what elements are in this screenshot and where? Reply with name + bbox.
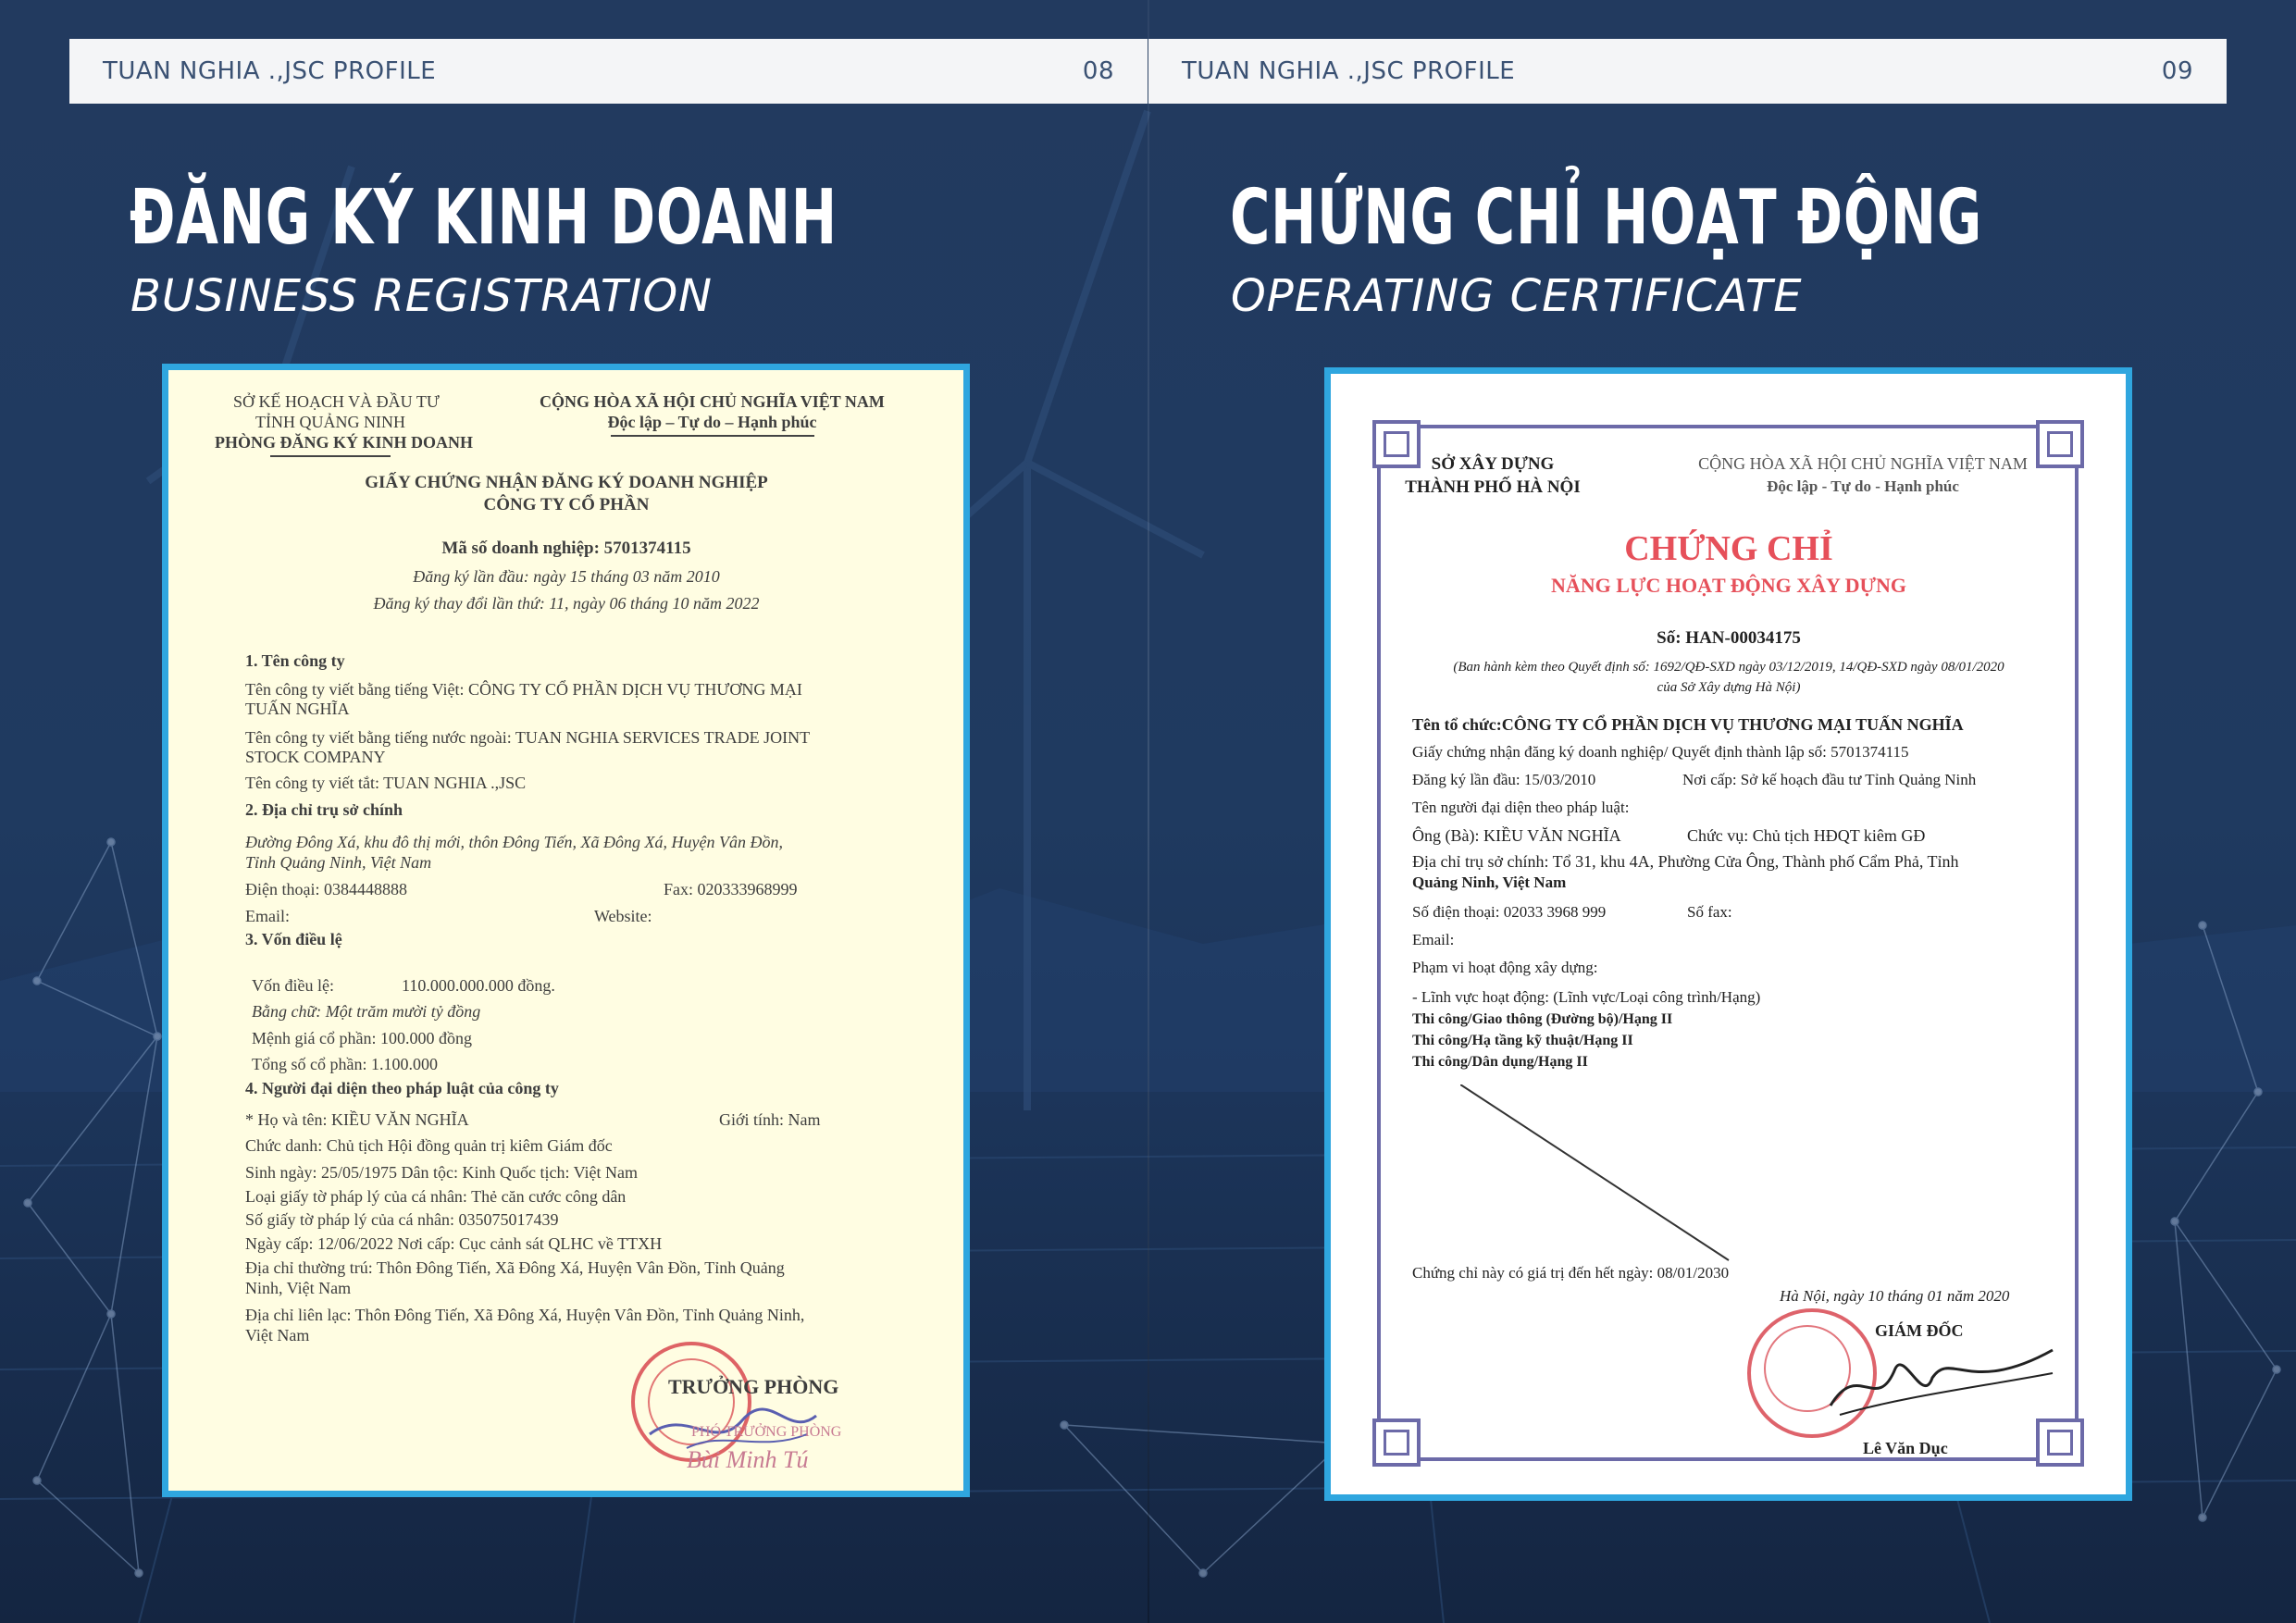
representative-position: Chức vụ: Chủ tịch HĐQT kiêm GĐ (1687, 826, 1926, 845)
section-heading: 4. Người đại diện theo pháp luật của công ty (245, 1079, 559, 1097)
scope-label: Phạm vi hoạt động xây dựng: (1412, 959, 1598, 976)
issuer-line: THÀNH PHỐ HÀ NỘI (1405, 477, 1581, 497)
id-type: Loại giấy tờ pháp lý của cá nhân: Thẻ căn cước công dân (245, 1187, 627, 1206)
section-heading: 1. Tên công ty (245, 651, 345, 670)
total-shares: Tổng số cổ phần: 1.100.000 (252, 1055, 438, 1073)
fax: Fax: 020333968999 (664, 880, 798, 898)
business-registration-document (162, 364, 970, 1497)
certificate-title: CHỨNG CHỈ (1624, 529, 1833, 568)
id-number: Số giấy tờ pháp lý của cá nhân: 035075017439 (245, 1210, 559, 1229)
signer-name: Lê Văn Dục (1863, 1439, 1948, 1457)
signature-icon (1821, 1332, 2062, 1424)
permanent-address: Địa chỉ thường trú: Thôn Đông Tiến, Xã Đông Xá, Huyện Vân Đồn, Tỉnh Quảng (245, 1258, 785, 1277)
page-spine (1148, 0, 1149, 1623)
fax: Số fax: (1687, 903, 1732, 921)
capital-value: 110.000.000.000 đồng. (402, 976, 555, 995)
section-title-business-registration: ĐĂNG KÝ KINH DOANH (130, 174, 838, 262)
decision-reference: (Ban hành kèm theo Quyết định số: 1692/QĐ-SXD ngày 03/12/2019, 14/QĐ-SXD ngày 08/01/2020 (1453, 660, 2004, 675)
signer-subtitle: PHÓ TRƯỞNG PHÒNG (691, 1424, 842, 1440)
divider (611, 435, 814, 437)
page-header-right (1148, 39, 2227, 104)
headquarters: Địa chỉ trụ sở chính: Tổ 31, khu 4A, Phường Cửa Ông, Thành phố Cẩm Phả, Tỉnh (1412, 852, 1959, 871)
signer-name: Bùi Minh Tú (687, 1446, 809, 1473)
phone: Điện thoại: 0384448888 (245, 880, 407, 898)
contact-address: Địa chỉ liên lạc: Thôn Đông Tiến, Xã Đông Xá, Huyện Vân Đồn, Tỉnh Quảng Ninh, (245, 1306, 805, 1324)
certificate-subtitle: NĂNG LỰC HOẠT ĐỘNG XÂY DỰNG (1551, 574, 1906, 597)
email: Email: (1412, 931, 1455, 948)
signer-title: GIÁM ĐỐC (1875, 1321, 1964, 1340)
certificate-number: Số: HAN-00034175 (1657, 628, 1801, 648)
enterprise-code: Mã số doanh nghiệp: 5701374115 (441, 539, 691, 558)
section-title-operating-certificate: CHỨNG CHỈ HOẠT ĐỘNG (1230, 174, 1983, 262)
section-heading: 3. Vốn điều lệ (245, 930, 342, 948)
representative-name: * Họ và tên: KIỀU VĂN NGHĨA (245, 1110, 469, 1129)
company-name-en: STOCK COMPANY (245, 748, 386, 766)
phone: Số điện thoại: 02033 3968 999 (1412, 903, 1607, 921)
first-registration: Đăng ký lần đầu: 15/03/2010 (1412, 771, 1596, 788)
place-and-date: Hà Nội, ngày 10 tháng 01 năm 2020 (1780, 1287, 2010, 1305)
permanent-address: Ninh, Việt Nam (245, 1279, 352, 1297)
nation-line: CỘNG HÒA XÃ HỘI CHỦ NGHĨA VIỆT NAM (540, 392, 885, 411)
birth-info: Sinh ngày: 25/05/1975 Dân tộc: Kinh Quốc tịch: Việt Nam (245, 1163, 639, 1182)
scope-item: Thi công/Dân dụng/Hạng II (1412, 1054, 1588, 1070)
issuer-line: PHÒNG ĐĂNG KÝ KINH DOANH (215, 433, 473, 452)
strike-line (1460, 1084, 1738, 1270)
validity: Chứng chỉ này có giá trị đến hết ngày: 08/01/2030 (1412, 1264, 1730, 1282)
contact-address: Việt Nam (245, 1326, 310, 1344)
capital-words: Bằng chữ: Một trăm mười tỷ đồng (252, 1002, 481, 1021)
address: Đường Đông Xá, khu đô thị mới, thôn Đông Tiến, Xã Đông Xá, Huyện Vân Đồn, (245, 833, 783, 851)
email: Email: (245, 907, 290, 925)
gender: Giới tính: Nam (719, 1110, 821, 1129)
motto-line: Độc lập - Tự do - Hạnh phúc (1767, 477, 1959, 495)
issuer-line: SỞ XÂY DỰNG (1431, 454, 1555, 474)
page-number: 08 (1082, 57, 1114, 85)
section-heading: 2. Địa chỉ trụ sở chính (245, 800, 403, 819)
section-subtitle-operating-certificate: OPERATING CERTIFICATE (1231, 270, 1803, 322)
change-registration: Đăng ký thay đổi lần thứ: 11, ngày 06 tháng 10 năm 2022 (373, 594, 760, 613)
company-name-vn: TUẤN NGHĨA (245, 700, 350, 718)
decision-reference: của Sở Xây dựng Hà Nội) (1657, 680, 1801, 695)
field-label: - Lĩnh vực hoạt động: (Lĩnh vực/Loại công trình/Hạng) (1412, 988, 1761, 1006)
page-header-left (69, 39, 1148, 104)
divider (270, 455, 391, 457)
nation-line: CỘNG HÒA XÃ HỘI CHỦ NGHĨA VIỆT NAM (1698, 454, 2028, 473)
id-issue: Ngày cấp: 12/06/2022 Nơi cấp: Cục cảnh sát QLHC về TTXH (245, 1234, 663, 1253)
representative-name: Ông (Bà): KIỀU VĂN NGHĨA (1412, 826, 1621, 845)
page-number: 09 (2161, 57, 2193, 85)
capital-label: Vốn điều lệ: (252, 976, 334, 995)
website: Website: (594, 907, 652, 925)
issuer-line: SỞ KẾ HOẠCH VÀ ĐẦU TƯ (233, 392, 440, 411)
header-title: TUAN NGHIA .,JSC PROFILE (103, 57, 437, 85)
organization-name: Tên tổ chức:CÔNG TY CỔ PHẦN DỊCH VỤ THƯƠNG MẠI TUẤN NGHĨA (1412, 715, 1964, 734)
company-name-vn: Tên công ty viết bằng tiếng Việt: CÔNG TY CỔ PHẦN DỊCH VỤ THƯƠNG MẠI (245, 680, 802, 699)
registration-number: Giấy chứng nhận đăng ký doanh nghiệp/ Quyết định thành lập số: 5701374115 (1412, 743, 1909, 761)
operating-certificate-document (1324, 367, 2132, 1501)
address: Tỉnh Quảng Ninh, Việt Nam (245, 853, 432, 872)
par-value: Mệnh giá cổ phần: 100.000 đồng (252, 1029, 472, 1047)
position: Chức danh: Chủ tịch Hội đồng quản trị kiêm Giám đốc (245, 1136, 613, 1155)
scope-item: Thi công/Giao thông (Đường bộ)/Hạng II (1412, 1011, 1673, 1027)
signer-title: TRƯỞNG PHÒNG (668, 1375, 839, 1398)
scope-item: Thi công/Hạ tầng kỹ thuật/Hạng II (1412, 1033, 1633, 1048)
representative-label: Tên người đại diện theo pháp luật: (1412, 799, 1630, 816)
issued-by: Nơi cấp: Sở kế hoạch đầu tư Tỉnh Quảng Ninh (1682, 771, 1977, 788)
document-title: GIẤY CHỨNG NHẬN ĐĂNG KÝ DOANH NGHIỆP (365, 473, 768, 492)
company-name-short: Tên công ty viết tắt: TUAN NGHIA .,JSC (245, 774, 527, 792)
company-name-en: Tên công ty viết bằng tiếng nước ngoài: TUAN NGHIA SERVICES TRADE JOINT (245, 728, 811, 747)
issuer-line: TỈNH QUẢNG NINH (255, 413, 405, 431)
document-subtitle: CÔNG TY CỔ PHẦN (483, 495, 650, 514)
headquarters: Quảng Ninh, Việt Nam (1412, 873, 1567, 891)
section-subtitle-business-registration: BUSINESS REGISTRATION (130, 270, 714, 322)
corner-ornament (2036, 1419, 2084, 1467)
motto-line: Độc lập – Tự do – Hạnh phúc (607, 413, 817, 431)
header-title: TUAN NGHIA .,JSC PROFILE (1182, 57, 1516, 85)
corner-ornament (1372, 1419, 1421, 1467)
first-registration: Đăng ký lần đầu: ngày 15 tháng 03 năm 2010 (413, 567, 720, 586)
